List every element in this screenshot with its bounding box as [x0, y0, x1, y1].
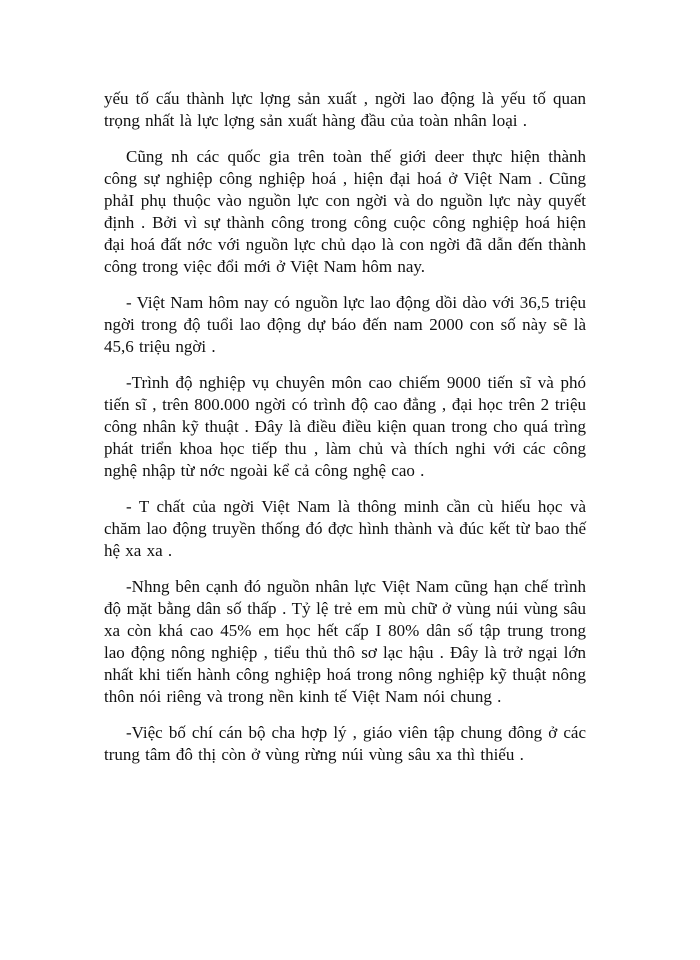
paragraph-qualifications: -Trình độ nghiệp vụ chuyên môn cao chiếm 9000 tiến sĩ và phó tiến sĩ , trên 800.000 ngời có trình độ cao đẳng , đại học trên 2 triệu công nhân kỹ thuật . Đây là điều điều kiện quan trong cho quá trìng phát triển khoa học tiếp thu , làm chủ và thích nghi với các công nghệ nhập từ nớc ngoài kể cả công nghệ cao .: [104, 373, 586, 480]
paragraph-limitations: -Nhng bên cạnh đó nguồn nhân lực Việt Nam cũng hạn chế trình độ mặt bằng dân số thấp . Tỷ lệ trẻ em mù chữ ở vùng núi vùng sâu xa còn khá cao 45% em học hết cấp I 80% dân số tập trung trong lao động nông nghiệp , tiểu thủ thô sơ lạc hậu . Đây là trở ngại lớn nhất khi tiến hành công nghiệp hoá trong nông nghiệp kỹ thuật nông thôn nói riêng và trong nền kinh tế Việt Nam nói chung .: [104, 577, 586, 706]
paragraph-staff-allocation: -Việc bố chí cán bộ cha hợp lý , giáo viên tập chung đông ở các trung tâm đô thị còn ở vùng rừng núi vùng sâu xa thì thiếu .: [104, 723, 586, 764]
document-body: [104, 88, 586, 780]
paragraph-industrialization: Cũng nh các quốc gia trên toàn thế giới deer thực hiện thành công sự nghiệp công nghiệp hoá , hiện đại hoá ở Việt Nam . Cũng phảI phụ thuộc vào nguồn lực con ngời và do nguồn lực này quyết định . Bởi vì sự thành công trong công cuộc công nghiệp hoá hiện đại hoá đất nớc với nguồn lực chủ dạo là con ngời đã dẫn đến thành công trong việc đổi mới ở Việt Nam hôm nay.: [104, 147, 586, 276]
paragraph-labor-force: - Việt Nam hôm nay có nguồn lực lao động dồi dào với 36,5 triệu ngời trong độ tuổi lao động dự báo đến nam 2000 con số này sẽ là 45,6 triệu ngời .: [104, 293, 586, 356]
paragraph-continuation: yếu tố cấu thành lực lợng sản xuất , ngời lao động là yếu tố quan trọng nhất là lực lợng sản xuất hàng đầu của toàn nhân loại .: [104, 89, 586, 130]
paragraph-character: - T chất của ngời Việt Nam là thông minh cần cù hiếu học và chăm lao động truyền thống đó đợc hình thành và đúc kết từ bao thế hệ xa xa .: [104, 497, 586, 560]
